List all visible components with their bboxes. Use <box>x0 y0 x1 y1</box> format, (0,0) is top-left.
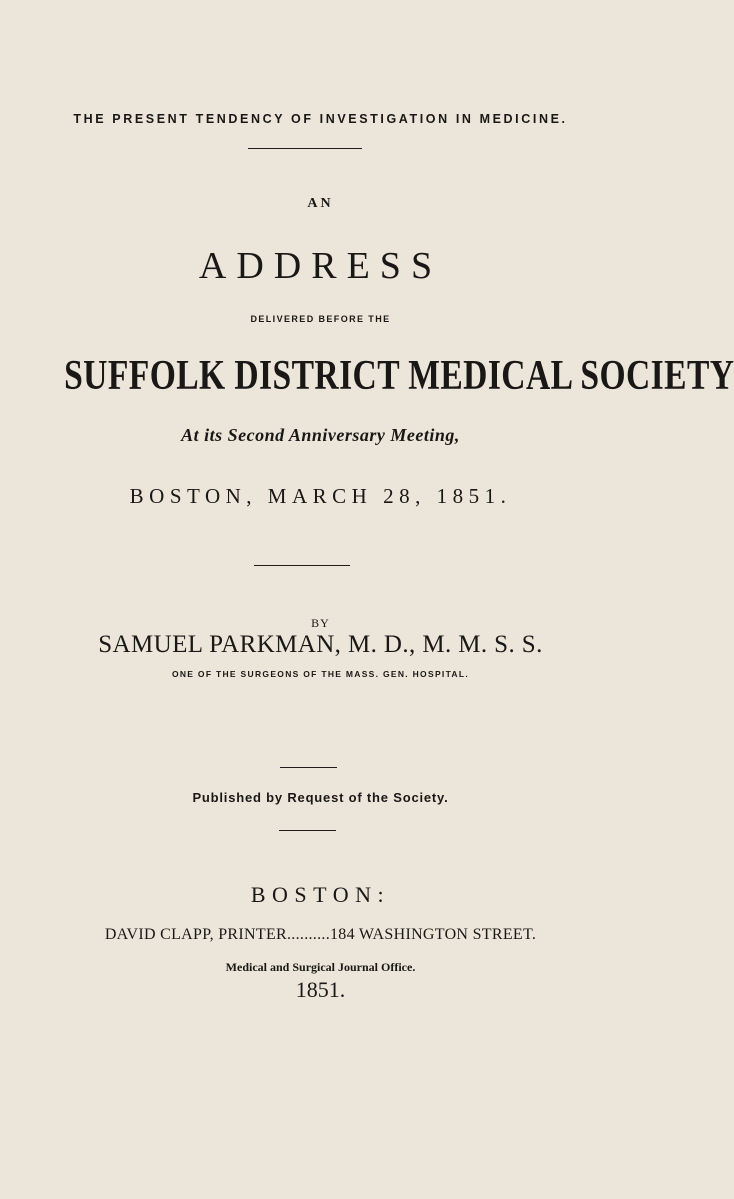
printer-line: DAVID CLAPP, PRINTER..........184 WASHINGTON STREET. <box>104 926 537 943</box>
author-role: ONE OF THE SURGEONS OF THE MASS. GEN. HOSPITAL. <box>171 669 470 679</box>
delivered-before-line: DELIVERED BEFORE THE <box>250 314 391 324</box>
imprint-year: 1851. <box>295 977 346 1002</box>
society-name: SUFFOLK DISTRICT MEDICAL SOCIETY <box>64 353 734 399</box>
by-line: BY <box>311 616 330 630</box>
divider-rule <box>280 767 337 768</box>
author-name: SAMUEL PARKMAN, M. D., M. M. S. S. <box>98 631 543 658</box>
address-article: AN <box>307 196 334 211</box>
place-date: BOSTON, MARCH 28, 1851. <box>129 484 512 508</box>
journal-office: Medical and Surgical Journal Office. <box>225 960 416 974</box>
occasion-line: At its Second Anniversary Meeting, <box>181 425 460 445</box>
divider-rule <box>248 148 362 149</box>
running-title: THE PRESENT TENDENCY OF INVESTIGATION IN MEDICINE. <box>73 112 568 126</box>
published-note: Published by Request of the Society. <box>192 790 449 805</box>
divider-rule <box>279 830 336 831</box>
imprint-city: BOSTON: <box>250 882 391 907</box>
divider-rule <box>254 565 350 566</box>
address-heading: ADDRESS <box>198 245 443 287</box>
